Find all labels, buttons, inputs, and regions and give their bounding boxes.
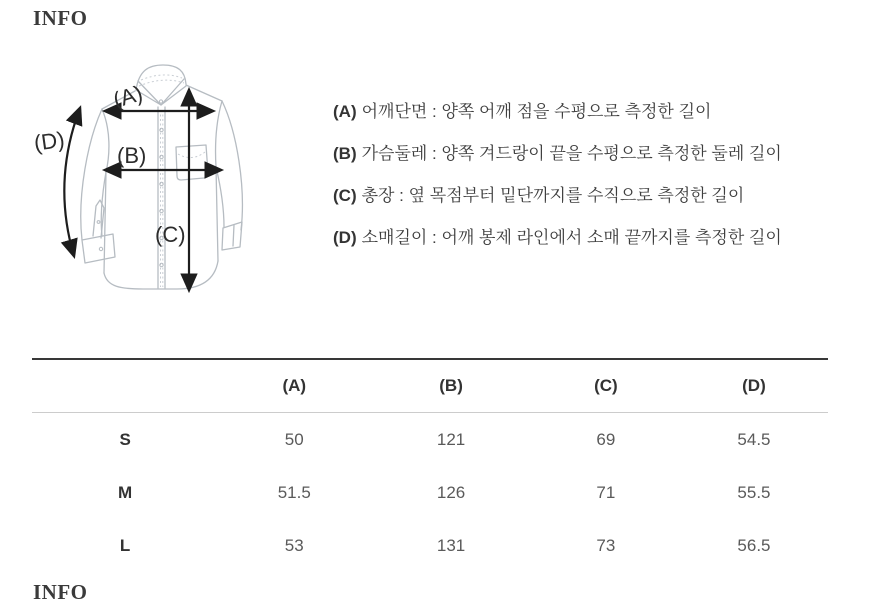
table-cell: 56.5 — [737, 535, 771, 555]
shirt-outline — [81, 65, 243, 289]
description-prefix: (A) — [333, 102, 357, 121]
table-cell: 55.5 — [737, 482, 771, 502]
size-table — [32, 358, 828, 572]
section-title-bottom: INFO — [33, 580, 88, 604]
description-prefix: (B) — [333, 144, 357, 163]
sleeve-arrow-d — [64, 108, 80, 256]
size-table-header-row — [32, 359, 828, 413]
diagram-label-c: (C) — [155, 222, 186, 247]
table-cell: 71 — [596, 482, 616, 502]
column-header-c: (C) — [532, 359, 680, 413]
measurement-descriptions — [333, 91, 863, 259]
table-cell: 126 — [436, 482, 466, 502]
table-row-size-m — [32, 466, 828, 519]
diagram-label-b: (B) — [117, 143, 147, 168]
section-title: INFO — [33, 6, 88, 30]
size-table-corner-cell — [32, 359, 218, 413]
shirt-diagram-svg — [25, 60, 315, 330]
measurement-description-d — [333, 217, 863, 259]
measurement-description-b — [333, 133, 863, 175]
diagram-label-a: (A) — [110, 80, 146, 113]
description-prefix: (C) — [333, 186, 357, 205]
table-cell: 54.5 — [737, 429, 771, 449]
table-cell: 69 — [596, 429, 616, 449]
table-cell: 53 — [284, 535, 304, 555]
size-label: M — [118, 482, 133, 502]
table-cell: 131 — [436, 535, 466, 555]
measurement-description-c — [333, 175, 863, 217]
description-text: 가슴둘레 : 양쪽 겨드랑이 끝을 수평으로 측정한 둘레 길이 — [361, 144, 782, 163]
column-header-a: (A) — [218, 359, 370, 413]
table-cell: 50 — [284, 429, 304, 449]
table-cell: 73 — [596, 535, 616, 555]
size-label: S — [119, 429, 131, 449]
table-cell: 121 — [436, 429, 466, 449]
table-cell: 51.5 — [277, 482, 311, 502]
size-label: L — [119, 535, 131, 555]
description-text: 총장 : 옆 목점부터 밑단까지를 수직으로 측정한 길이 — [361, 186, 745, 205]
table-row-size-s — [32, 413, 828, 467]
description-text: 소매길이 : 어깨 봉제 라인에서 소매 끝까지를 측정한 길이 — [361, 228, 782, 247]
shirt-stitch-lines — [139, 75, 205, 287]
column-header-b: (B) — [370, 359, 532, 413]
table-row-size-l — [32, 519, 828, 572]
description-prefix: (D) — [333, 228, 357, 247]
column-header-d: (D) — [680, 359, 828, 413]
measurement-description-a — [333, 91, 863, 133]
description-text: 어깨단면 : 양쪽 어깨 점을 수평으로 측정한 길이 — [361, 102, 712, 121]
diagram-label-d: (D) — [32, 126, 67, 156]
shirt-measurement-diagram — [25, 60, 315, 330]
